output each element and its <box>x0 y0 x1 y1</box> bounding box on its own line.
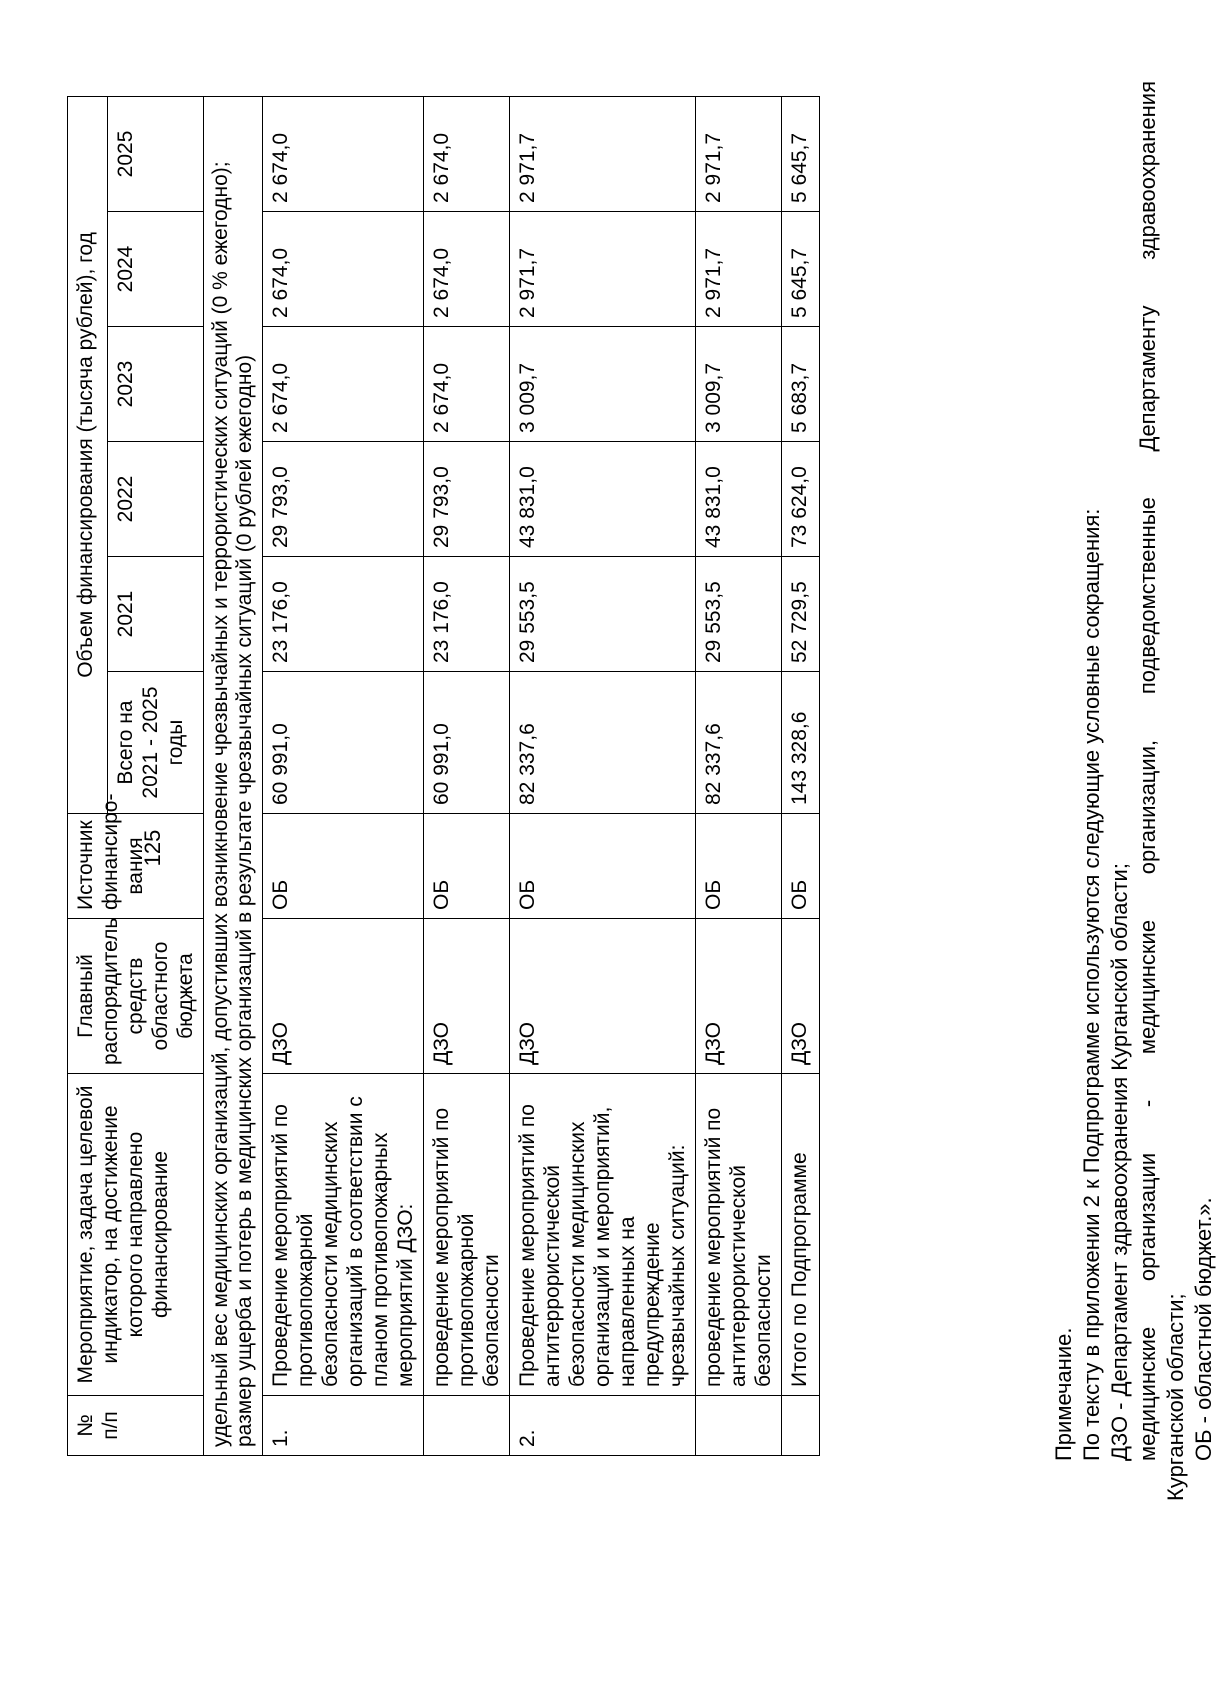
funding-table <box>67 96 820 1456</box>
row-num: 2. <box>510 1396 696 1456</box>
notes-med-line <box>1134 81 1162 1501</box>
row-2025: 2 674,0 <box>424 96 510 211</box>
table-row-total <box>782 96 820 1455</box>
row-2023: 2 674,0 <box>424 327 510 442</box>
row-manager: ДЗО <box>424 919 510 1074</box>
row-manager: ДЗО <box>696 919 782 1074</box>
notes-intro: По тексту в приложении 2 к Подпрограмме используются следующие условные сокращения: <box>1079 508 1104 1461</box>
table-row <box>510 96 696 1455</box>
section-row <box>204 96 263 1455</box>
row-2023: 3 009,7 <box>510 327 696 442</box>
row-measure: проведение мероприятий по противопожарной безопасности <box>424 1074 510 1396</box>
header-total: Всего на 2021 - 2025 годы <box>108 672 204 814</box>
notes-word: медицинские <box>1135 1326 1160 1461</box>
row-2021: 23 176,0 <box>424 557 510 672</box>
notes-word: - <box>1135 1099 1160 1108</box>
table-row <box>263 96 424 1455</box>
row-2023: 5 683,7 <box>782 327 820 442</box>
notes-word: организации <box>1135 1152 1160 1282</box>
notes-word: организации, <box>1135 739 1160 875</box>
header-manager: Главный распорядитель средств областного бюджета <box>68 919 204 1074</box>
row-2025: 5 645,7 <box>782 96 820 211</box>
section-text: удельный вес медицинских организаций, допустивших возникновение чрезвычайных и террористических ситуаций (0 % ежегодно); размер ущерба и потерь в медицинских организаций в результате чрезвычайных ситуаций (0 рублей ежегодно) <box>204 96 263 1455</box>
row-num <box>782 1396 820 1456</box>
row-manager: ДЗО <box>782 919 820 1074</box>
header-year: 2022 <box>108 442 204 557</box>
row-2021: 52 729,5 <box>782 557 820 672</box>
notes-dzo: ДЗО - Департамент здравоохранения Курганской области; <box>1107 863 1132 1461</box>
row-source: ОБ <box>696 814 782 919</box>
row-num <box>424 1396 510 1456</box>
notes-word: подведомственные <box>1135 497 1160 695</box>
header-row-1 <box>68 96 108 1455</box>
row-2022: 29 793,0 <box>424 442 510 557</box>
row-2022: 43 831,0 <box>696 442 782 557</box>
row-manager: ДЗО <box>263 919 424 1074</box>
row-source: ОБ <box>782 814 820 919</box>
page-number: 125 <box>140 829 165 867</box>
header-measure: Мероприятие, задача целевой индикатор, на достижение которого направлено финансирование <box>68 1074 204 1396</box>
notes-word: здравоохранения <box>1135 81 1160 260</box>
notes-ob: ОБ - областной бюджет.». <box>1191 1197 1216 1461</box>
row-2022: 29 793,0 <box>263 442 424 557</box>
row-total: 82 337,6 <box>696 672 782 814</box>
row-total: 82 337,6 <box>510 672 696 814</box>
row-2025: 2 971,7 <box>510 96 696 211</box>
header-year: 2023 <box>108 327 204 442</box>
table-row <box>424 96 510 1455</box>
notes-block <box>1050 81 1218 1501</box>
row-total: 60 991,0 <box>263 672 424 814</box>
notes-title: Примечание. <box>1051 1327 1076 1461</box>
header-num: № п/п <box>68 1396 204 1456</box>
row-2025: 2 674,0 <box>263 96 424 211</box>
header-year: 2021 <box>108 557 204 672</box>
row-2021: 29 553,5 <box>510 557 696 672</box>
row-2021: 29 553,5 <box>696 557 782 672</box>
row-2024: 2 971,7 <box>510 212 696 327</box>
row-2021: 23 176,0 <box>263 557 424 672</box>
row-measure: Проведение мероприятий по противопожарной безопасности медицинских организаций в соответствии с планом противопожарных мероприятий ДЗО: <box>263 1074 424 1396</box>
notes-med-cont: Курганской области; <box>1163 1293 1188 1501</box>
row-total: 143 328,6 <box>782 672 820 814</box>
row-2024: 2 674,0 <box>263 212 424 327</box>
header-year: 2025 <box>108 96 204 211</box>
row-num: 1. <box>263 1396 424 1456</box>
row-source: ОБ <box>510 814 696 919</box>
row-2022: 43 831,0 <box>510 442 696 557</box>
row-total: 60 991,0 <box>424 672 510 814</box>
row-2024: 2 971,7 <box>696 212 782 327</box>
header-volume: Объем финансирования (тысяча рублей), год <box>68 96 108 813</box>
row-2023: 2 674,0 <box>263 327 424 442</box>
table-row <box>696 96 782 1455</box>
row-measure: проведение мероприятий по антитеррористической безопасности <box>696 1074 782 1396</box>
row-2023: 3 009,7 <box>696 327 782 442</box>
row-num <box>696 1396 782 1456</box>
row-2025: 2 971,7 <box>696 96 782 211</box>
row-measure: Итого по Подпрограмме <box>782 1074 820 1396</box>
row-manager: ДЗО <box>510 919 696 1074</box>
notes-word: Департаменту <box>1135 305 1160 452</box>
header-year: 2024 <box>108 212 204 327</box>
row-2024: 5 645,7 <box>782 212 820 327</box>
header-source: Источник финансиро-вания <box>68 814 204 919</box>
row-source: ОБ <box>263 814 424 919</box>
notes-word: медицинские <box>1135 919 1160 1055</box>
row-measure: Проведение мероприятий по антитеррористической безопасности медицинских организаций и мероприятий, направленных на предупреждение чрезвычайных ситуаций: <box>510 1074 696 1396</box>
row-2024: 2 674,0 <box>424 212 510 327</box>
row-2022: 73 624,0 <box>782 442 820 557</box>
row-source: ОБ <box>424 814 510 919</box>
